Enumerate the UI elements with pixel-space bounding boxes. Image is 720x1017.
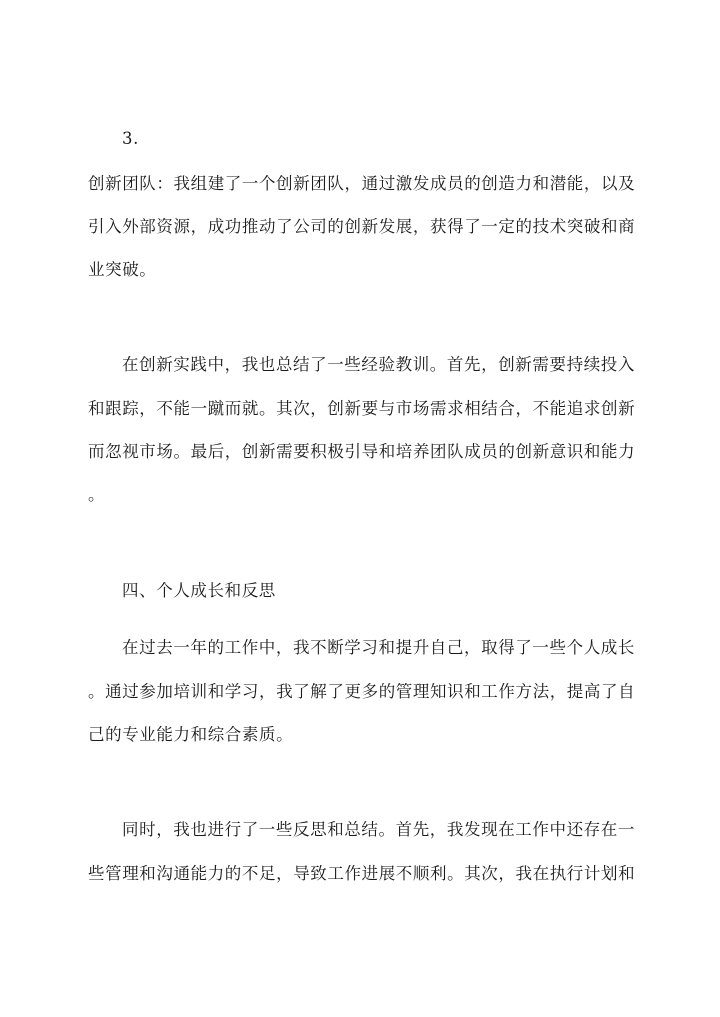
list-number: 3. (122, 129, 139, 148)
paragraph-line: 和跟踪，不能一蹴而就。其次，创新要与市场需求相结合，不能追求创新 (88, 399, 636, 418)
paragraph-line: 。通过参加培训和学习，我了解了更多的管理知识和工作方法，提高了自 (88, 682, 636, 701)
paragraph-line: 在过去一年的工作中，我不断学习和提升自己，取得了一些个人成长 (122, 638, 635, 657)
paragraph-line: 而忽视市场。最后，创新需要积极引导和培养团队成员的创新意识和能力 (88, 442, 636, 461)
paragraph-line: 些管理和沟通能力的不足，导致工作进展不顺利。其次，我在执行计划和 (88, 864, 636, 883)
paragraph-line: 在创新实践中，我也总结了一些经验教训。首先，创新需要持续投入 (122, 355, 635, 374)
paragraph-line: 业突破。 (88, 260, 157, 279)
paragraph-line: 同时，我也进行了一些反思和总结。首先，我发现在工作中还存在一 (122, 820, 635, 839)
paragraph-line: 己的专业能力和综合素质。 (88, 725, 294, 744)
paragraph-line: 。 (88, 485, 106, 504)
paragraph-line: 创新团队：我组建了一个创新团队，通过激发成员的创造力和潜能，以及 (88, 174, 636, 193)
section-heading: 四、个人成长和反思 (122, 581, 276, 600)
paragraph-line: 引入外部资源，成功推动了公司的创新发展，获得了一定的技术突破和商 (88, 217, 636, 236)
